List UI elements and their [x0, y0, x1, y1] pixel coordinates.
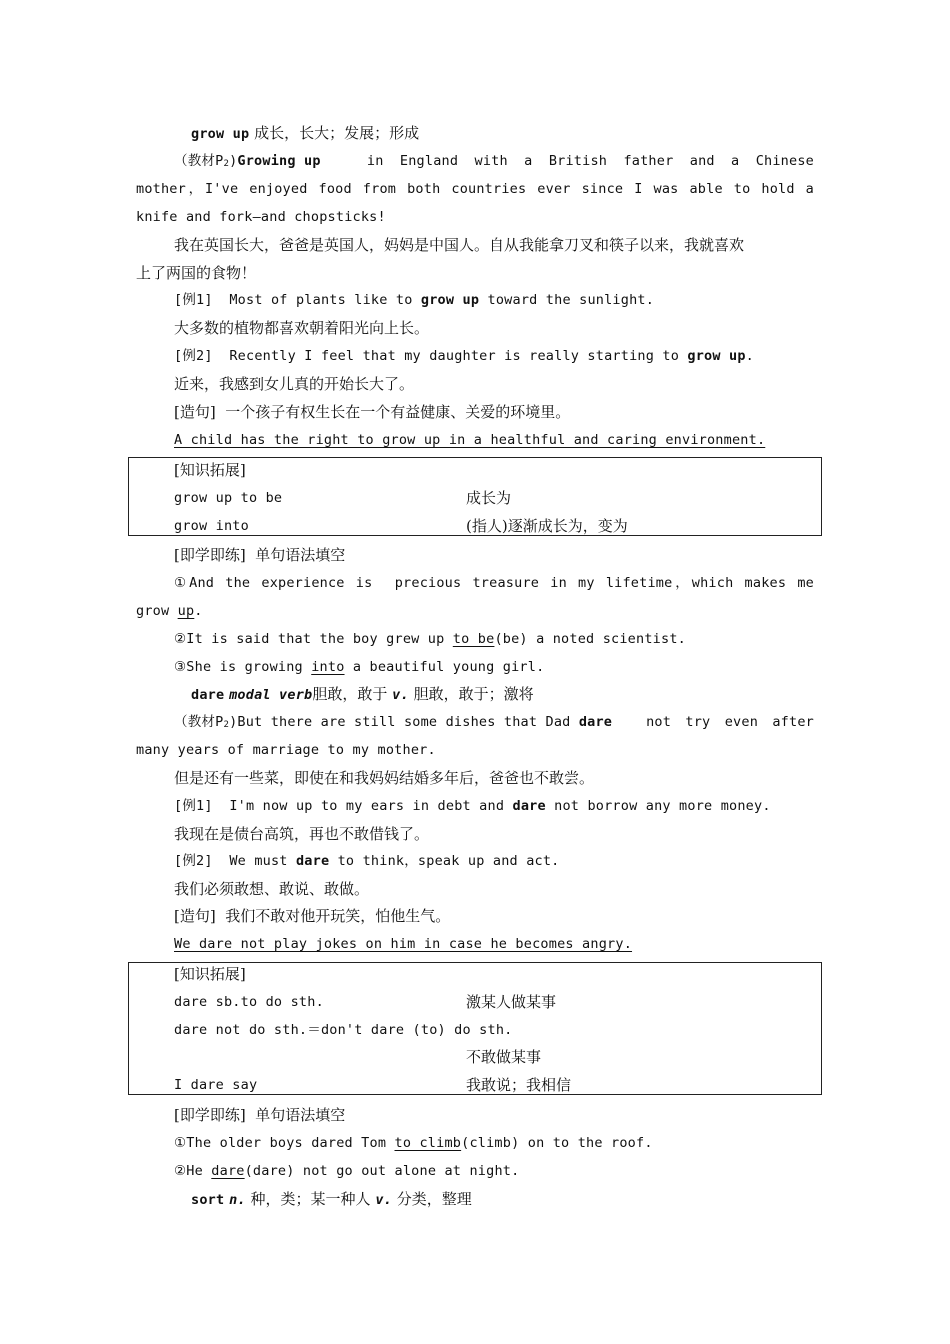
- source-line-2: many years of marriage to my mother.: [136, 742, 436, 758]
- example-2-translation: 近来，我感到女儿真的开始长大了。: [174, 375, 415, 393]
- headword: sort: [191, 1192, 225, 1208]
- exercise-1-line-2: grow up.: [136, 603, 203, 619]
- translation-line-2: 上了两国的食物！: [136, 264, 257, 282]
- source-line-3: knife and fork—and chopsticks!: [136, 209, 386, 225]
- make-sentence-answer: A child has the right to grow up in a healthful and caring environment.: [174, 432, 766, 448]
- example-2: [例2] We must dare to think，speak up and act.: [174, 853, 560, 869]
- example-1: [例1] Most of plants like to grow up toward the sunlight.: [174, 292, 655, 308]
- answer-blank: dare: [211, 1163, 245, 1179]
- source-line-2: mother，I've enjoyed food from both countries ever since I was able to hold a: [136, 181, 814, 197]
- knowledge-box-title: [知识拓展]: [174, 965, 246, 983]
- entry-heading-grow-up: [191, 123, 419, 144]
- headword: grow up: [191, 126, 250, 142]
- translation-line: 但是还有一些菜，即使在和我妈妈结婚多年后，爸爸也不敢尝。: [174, 769, 595, 787]
- example-2-translation: 我们必须敢想、敢说、敢做。: [174, 880, 370, 898]
- example-1-translation: 我现在是债台高筑，再也不敢借钱了。: [174, 825, 430, 843]
- entry-heading-dare: dare modal verb胆敢，敢于 v. 胆敢，敢于；激将: [191, 685, 534, 703]
- answer-blank: into: [311, 659, 345, 675]
- make-sentence-answer: We dare not play jokes on him in case he becomes angry.: [174, 936, 633, 952]
- exercise-1-line-1: ①And the experience is precious treasure in my lifetime，which makes me: [174, 575, 814, 591]
- box-row-en: grow into: [174, 518, 249, 534]
- part-of-speech: n.: [229, 1192, 246, 1208]
- exercise-1: ①The older boys dared Tom to climb(climb) on to the roof.: [174, 1135, 653, 1151]
- practice-heading: [即学即练] 单句语法填空: [174, 546, 346, 564]
- practice-heading: [即学即练] 单句语法填空: [174, 1106, 346, 1124]
- part-of-speech: v.: [375, 1192, 392, 1208]
- example-2: [例2] Recently I feel that my daughter is really starting to grow up.: [174, 348, 754, 364]
- example-1-translation: 大多数的植物都喜欢朝着阳光向上长。: [174, 319, 430, 337]
- knowledge-box-title: [知识拓展]: [174, 461, 246, 479]
- box-row-cn: 成长为: [466, 489, 512, 507]
- box-row-cn: 激某人做某事: [466, 993, 557, 1011]
- exercise-2: ②It is said that the boy grew up to be(be) a noted scientist.: [174, 631, 686, 647]
- textbook-source-line: （教材$P_2)But$ there are still some dishes that Dad dare not try even after: [174, 714, 814, 730]
- exercise-3: ③She is growing into a beautiful young girl.: [174, 659, 545, 675]
- definition: 成长，长大；发展；形成: [254, 124, 420, 142]
- make-sentence-prompt: [造句] 我们不敢对他开玩笑，怕他生气。: [174, 907, 451, 925]
- make-sentence-prompt: [造句] 一个孩子有权生长在一个有益健康、关爱的环境里。: [174, 403, 571, 421]
- headword: dare: [191, 687, 225, 703]
- box-row-cn: (指人)逐渐成长为，变为: [466, 517, 628, 535]
- part-of-speech: v.: [392, 687, 409, 703]
- box-row-en: dare sb.to do sth.: [174, 994, 324, 1010]
- part-of-speech: modal verb: [229, 687, 313, 703]
- translation-line-1: 我在英国长大，爸爸是英国人，妈妈是中国人。自从我能拿刀叉和筷子以来，我就喜欢: [174, 236, 745, 254]
- box-row-cn: 我敢说；我相信: [466, 1076, 572, 1094]
- answer-blank: to climb: [394, 1135, 462, 1151]
- answer-blank: to be: [452, 631, 495, 647]
- box-row-en: I dare say: [174, 1077, 258, 1093]
- entry-heading-sort: sort n. 种，类；某一种人 v. 分类，整理: [191, 1190, 472, 1208]
- textbook-source-line: （教材$P_2)Growing$ up in England with a British father and a Chinese: [174, 153, 814, 169]
- bold-term: Growing up: [237, 153, 321, 169]
- box-row-cn: 不敢做某事: [466, 1048, 542, 1066]
- box-row-en: grow up to be: [174, 490, 283, 506]
- exercise-2: ②He dare(dare) not go out alone at night.: [174, 1163, 520, 1179]
- box-row-en: dare not do sth.＝don't dare (to) do sth.: [174, 1022, 513, 1038]
- answer-blank: up: [177, 603, 195, 619]
- example-1: [例1] I'm now up to my ears in debt and dare not borrow any more money.: [174, 798, 771, 814]
